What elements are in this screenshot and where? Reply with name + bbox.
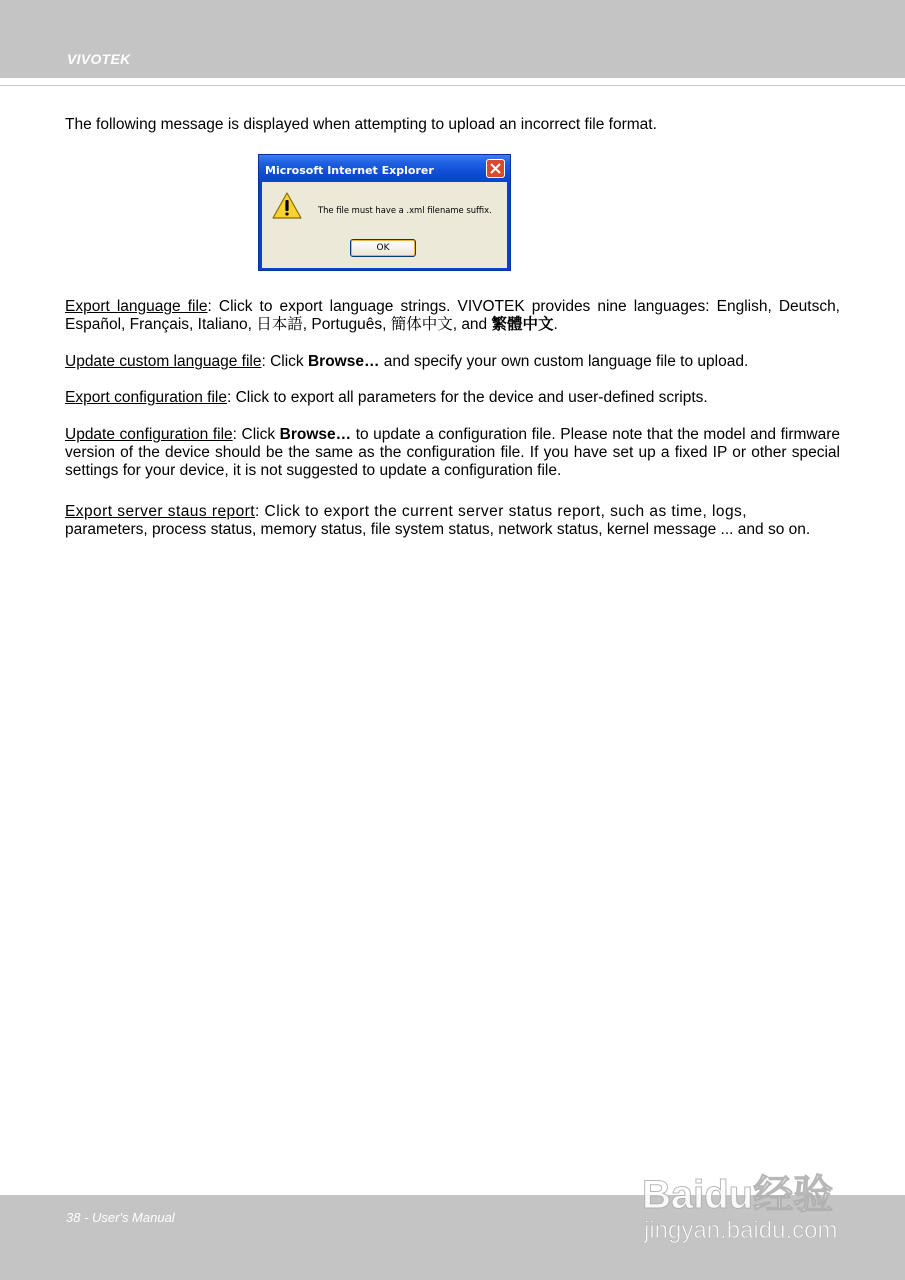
- brand-name: VIVOTEK: [67, 51, 131, 67]
- header-divider: [0, 85, 905, 86]
- error-dialog-screenshot: [258, 154, 511, 271]
- term-export-language-file: Export language file: [65, 298, 208, 315]
- warning-icon: [272, 192, 302, 225]
- baidu-watermark: [640, 1140, 855, 1255]
- dialog-message: The file must have a .xml filename suffix.: [318, 205, 492, 215]
- dialog-title: Microsoft Internet Explorer: [265, 164, 434, 177]
- paragraph-export-language: Export language file: Click to export language strings. VIVOTEK provides nine languages: English, Deutsch, Español, Français, Italiano, 日本語, Português, 簡体中文, and 繁體中文.: [65, 298, 840, 334]
- paragraph-export-report: Export server staus report: Click to export the current server status report, such as time, logs, parameters, process status, memory status, file system status, network status, kernel message ... and so on.: [65, 503, 811, 539]
- paragraph-update-config: Update configuration file: Click Browse… to update a configuration file. Please note that the model and firmware version of the device should be the same as the configuration file. If you have set up a fixed IP or other special settings for your device, it is not suggested to update a configuration file.: [65, 426, 840, 480]
- watermark-logo: Baidu经验: [642, 1173, 834, 1217]
- term-export-configuration-file: Export configuration file: [65, 389, 227, 406]
- paragraph-export-config: Export configuration file: Click to export all parameters for the device and user-defined scripts.: [65, 389, 708, 406]
- ok-button: OK: [350, 239, 416, 257]
- watermark-url: jingyan.baidu.com: [644, 1217, 838, 1244]
- paragraph-update-language: Update custom language file: Click Browse… and specify your own custom language file to upload.: [65, 353, 749, 370]
- close-icon: [486, 159, 505, 178]
- term-export-server-status-report: Export server staus report: [65, 503, 256, 520]
- page-number: 38 - User's Manual: [66, 1210, 175, 1225]
- intro-text: The following message is displayed when attempting to upload an incorrect file format.: [65, 116, 657, 133]
- dialog-body: [262, 182, 507, 268]
- page-content: [65, 116, 840, 539]
- header-bar: [0, 0, 905, 78]
- term-update-configuration-file: Update configuration file: [65, 426, 233, 443]
- term-update-custom-language-file: Update custom language file: [65, 353, 262, 370]
- dialog-titlebar: [259, 155, 510, 182]
